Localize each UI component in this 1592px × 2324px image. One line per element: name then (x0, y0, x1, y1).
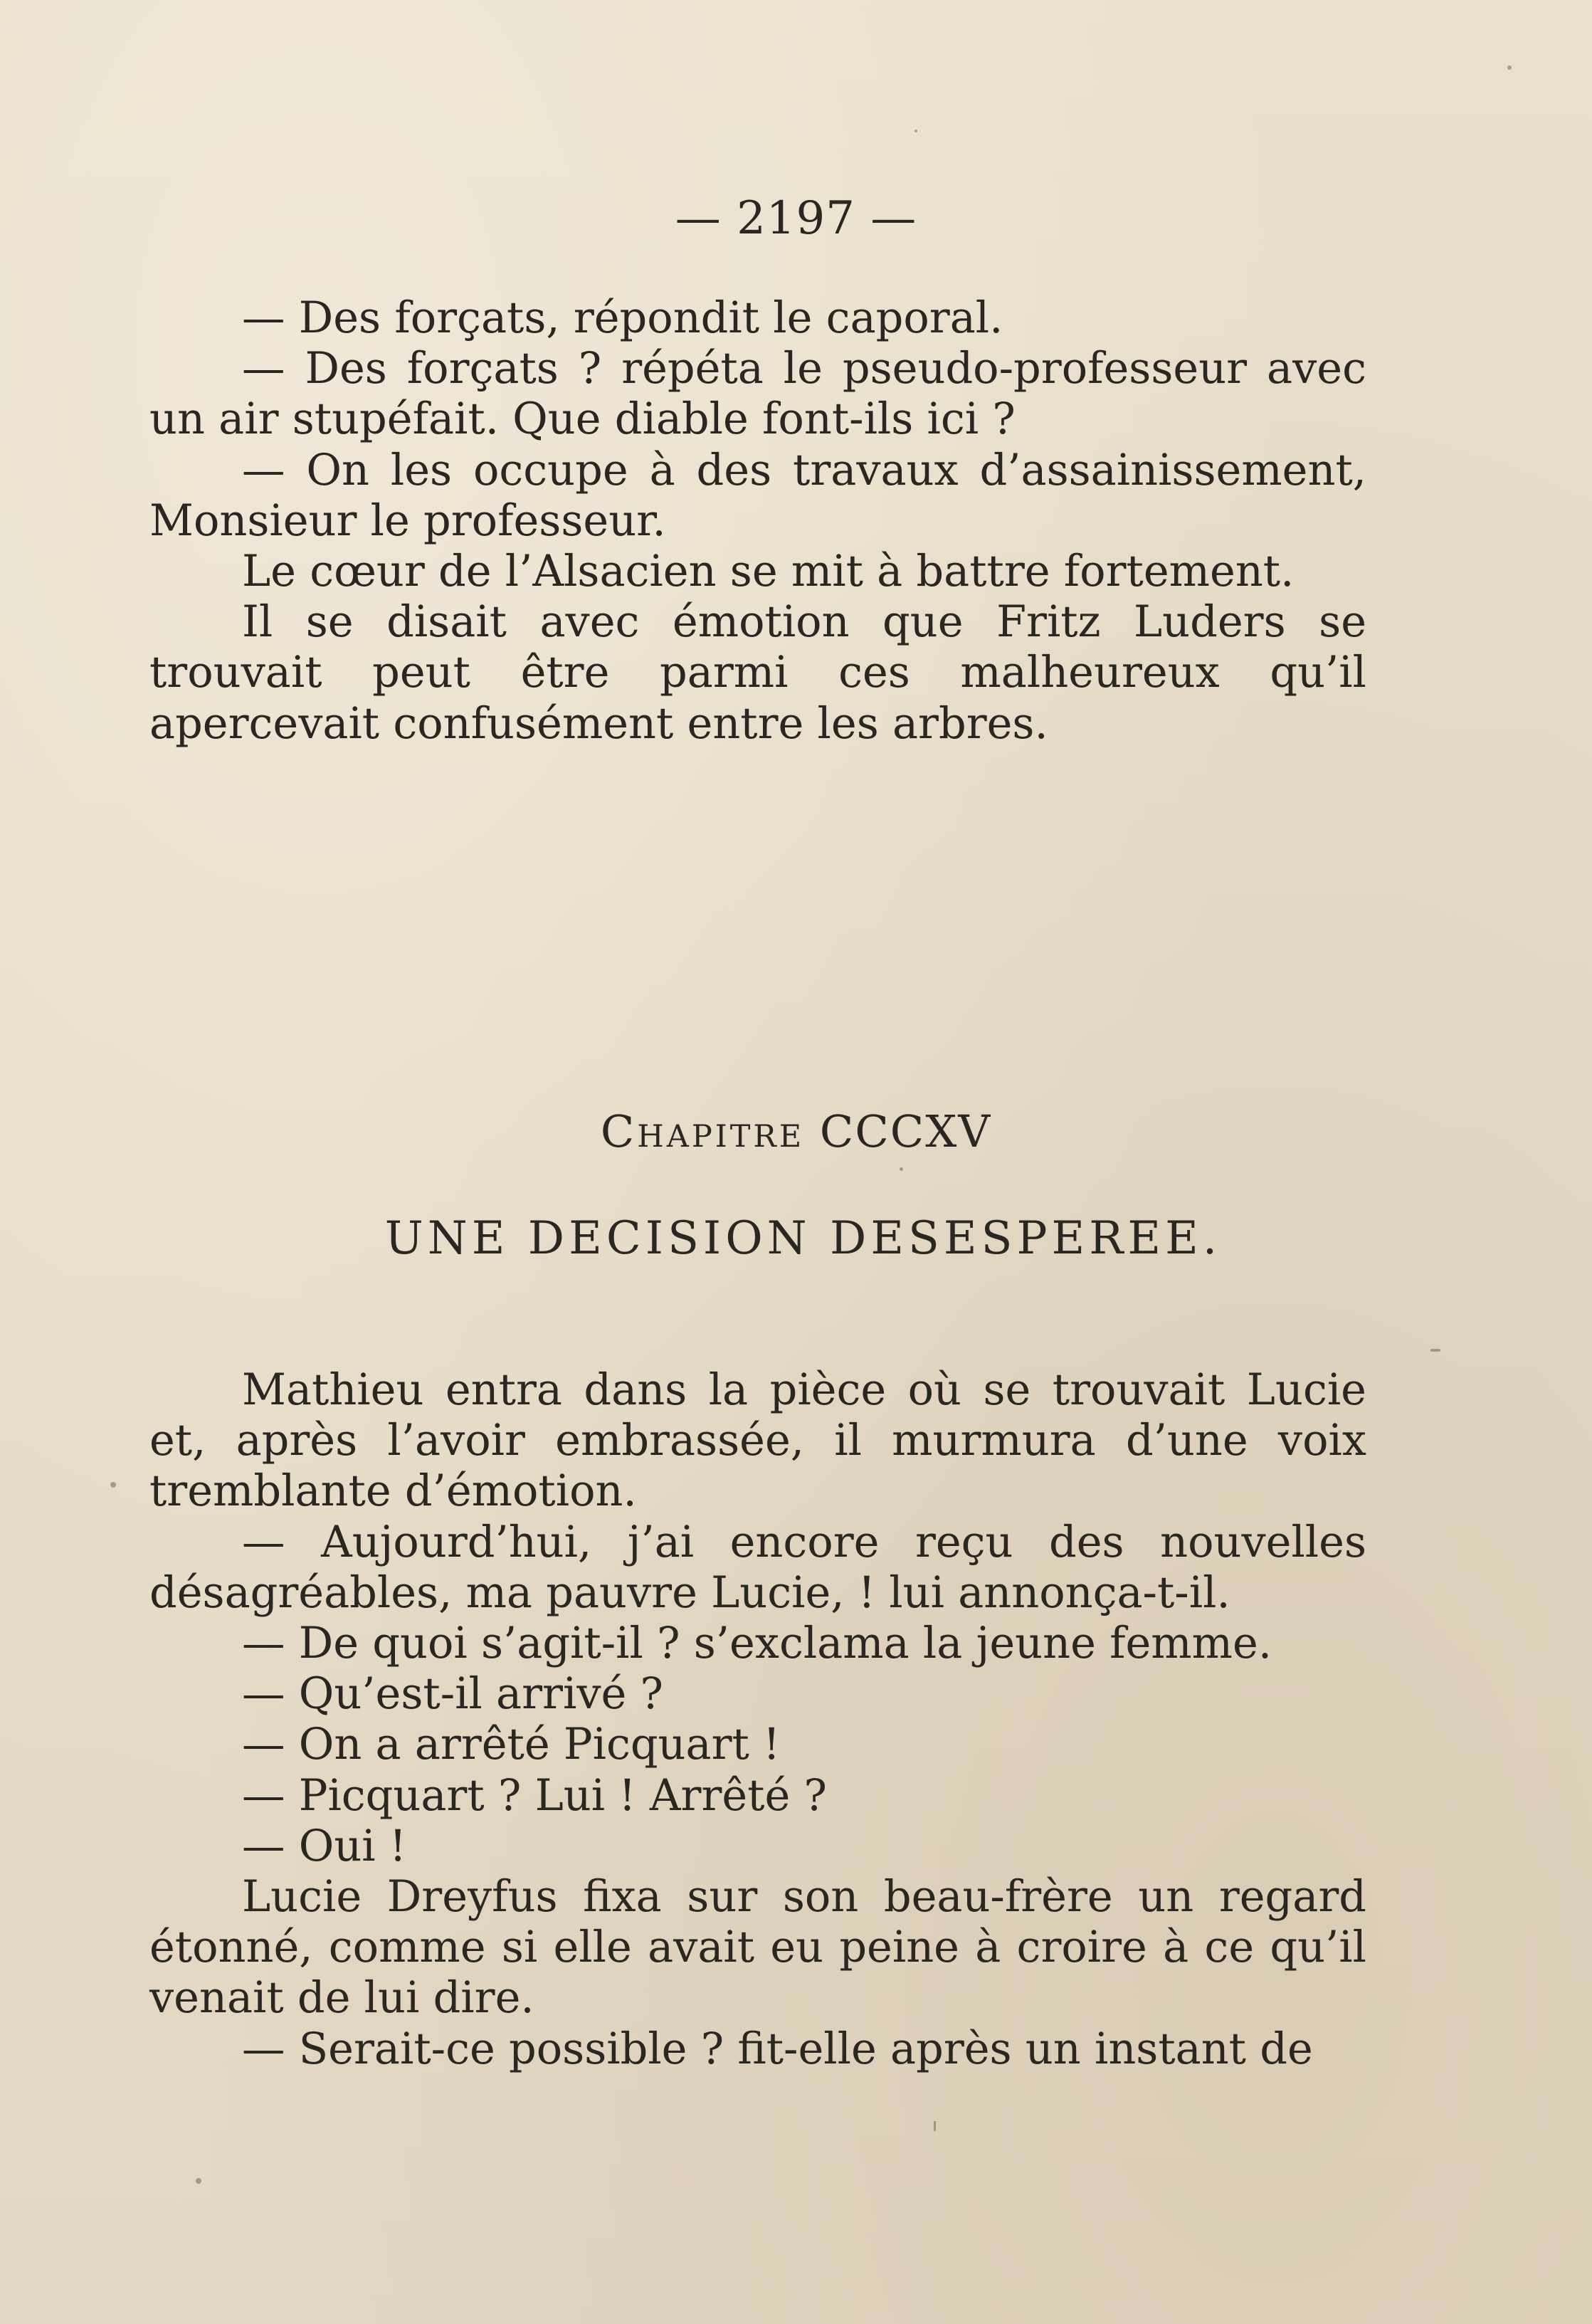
paragraph: — Picquart ? Lui ! Arrêté ? (242, 1770, 827, 1821)
paragraph: — Qu’est-il arrivé ? (242, 1669, 663, 1720)
text-block-bottom (149, 1365, 1366, 2075)
paper-speck (934, 2121, 936, 2131)
paper-speck (1507, 65, 1512, 70)
paragraph: Mathieu entra dans la pièce où se trouvait Lucie et, après l’avoir embrassée, il murmura d’une voix tremblante d’émotion. (149, 1365, 1366, 1517)
chapter-title: UNE DECISION DESESPEREE. (384, 1212, 1222, 1265)
paragraph: — On a arrêté Picquart ! (242, 1720, 781, 1770)
paragraph: Lucie Dreyfus fixa sur son beau-frère un regard étonné, comme si elle avait eu peine à croire à ce qu’il venait de lui dire. (149, 1872, 1366, 2024)
paragraph: — Des forçats, répondit le caporal. (242, 293, 1003, 343)
chapter-label: Chapitre (600, 1105, 805, 1157)
paragraph: — On les occupe à des travaux d’assainissement, Monsieur le professeur. (149, 445, 1366, 546)
paragraph: — Des forçats ? répéta le pseudo-professeur avec un air stupéfait. Que diable font-ils ici ? (149, 344, 1366, 445)
page-number: — 2197 — (675, 192, 917, 245)
chapter-heading (0, 1103, 1592, 1160)
paper-speck (196, 2178, 201, 2184)
paragraph: Le cœur de l’Alsacien se mit à battre fortement. (242, 547, 1295, 597)
paper-speck (914, 130, 917, 132)
text-block-top (149, 293, 1366, 750)
paragraph: — Aujourd’hui, j’ai encore reçu des nouvelles désagréables, ma pauvre Lucie, ! lui annonça-t-il. (149, 1517, 1366, 1618)
chapter-number: CCCXV (819, 1105, 992, 1157)
paragraph: Il se disait avec émotion que Fritz Luders se trouvait peut être parmi ces malheureux qu’il apercevait confusément entre les arbres. (149, 597, 1366, 749)
paper-speck (900, 1167, 903, 1171)
paper-speck (110, 1482, 116, 1488)
paragraph: — De quoi s’agit-il ? s’exclama la jeune femme. (242, 1619, 1272, 1669)
paper-speck (1430, 1349, 1440, 1352)
paragraph: — Serait-ce possible ? fit-elle après un instant de (242, 2024, 1313, 2074)
paragraph: — Oui ! (242, 1821, 407, 1871)
